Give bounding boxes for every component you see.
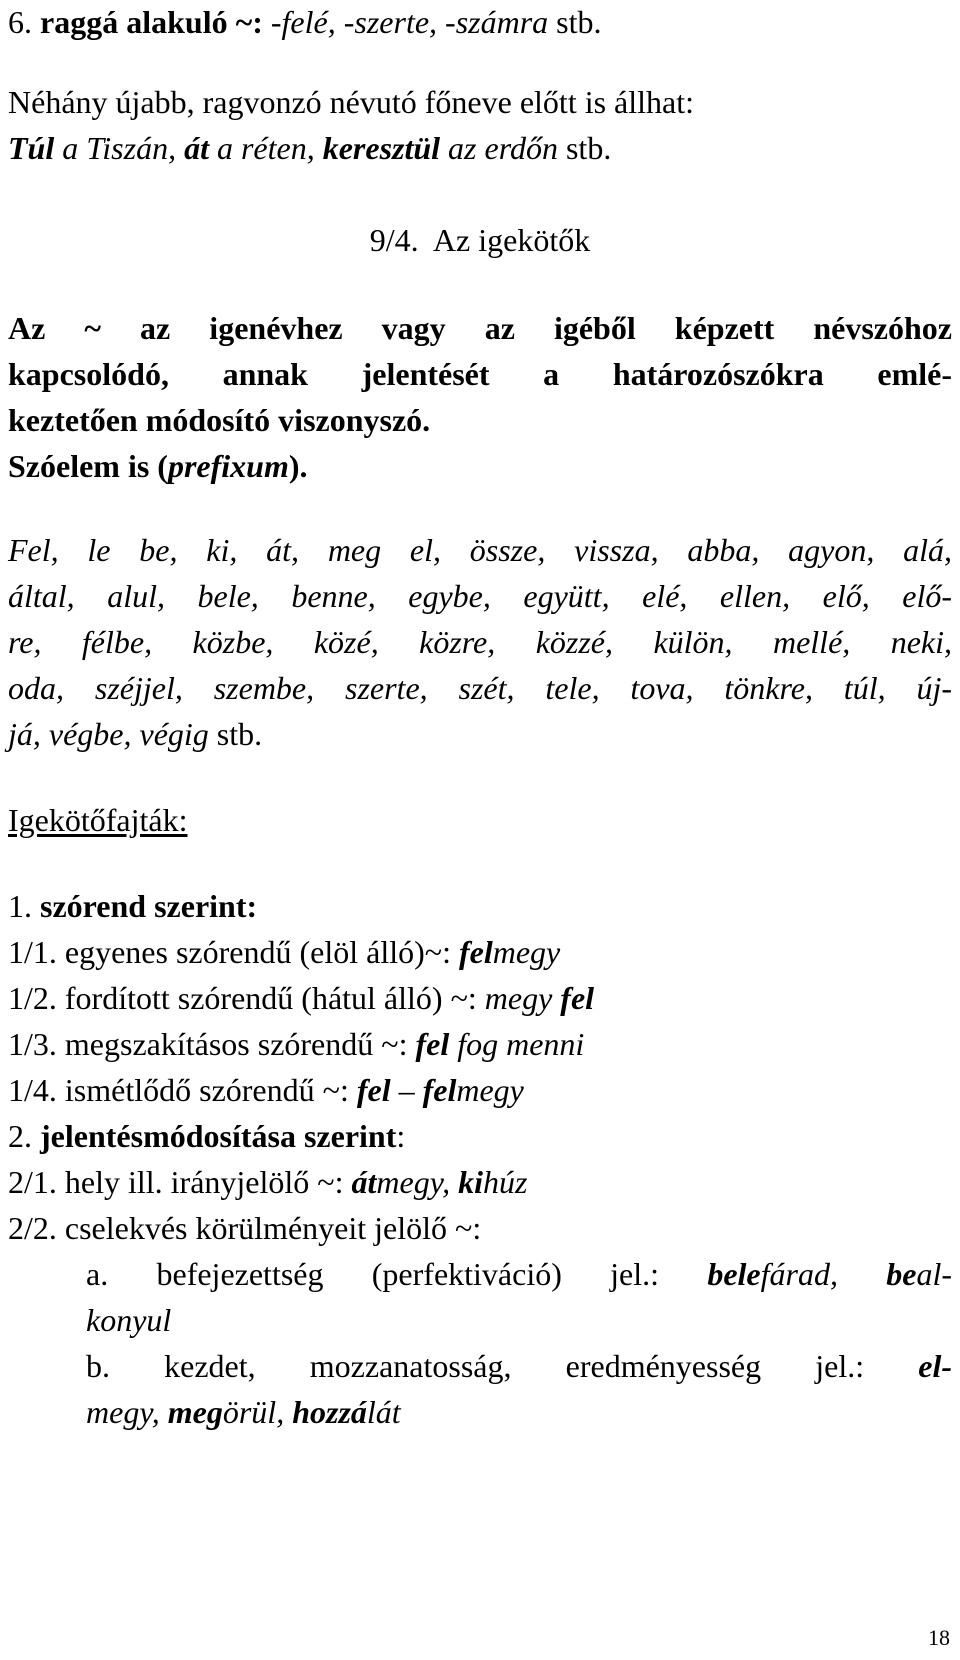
definition-line-4: Szóelem is (prefixum).: [8, 448, 308, 484]
type-1: 1. szórend szerint:: [8, 888, 258, 924]
page-number: 18: [928, 1625, 950, 1650]
type-2-2: 2/2. cselekvés körülményeit jelölő ~:: [8, 1210, 482, 1246]
item-title: raggá alakuló ~:: [40, 4, 271, 40]
definition-line-1: Az ~ az igenévhez vagy az igéből képzett névszóhoz: [8, 310, 952, 346]
type-1-4: 1/4. ismétlődő szórendű ~: fel – felmegy: [8, 1072, 524, 1108]
type-2-2-b: b. kezdet, mozzanatosság, eredményesség jel.: el-: [86, 1348, 952, 1384]
prefix-list-line-4: oda, széjjel, szembe, szerte, szét, tele, tova, tönkre, túl, új-: [8, 670, 952, 706]
types-title: Igekötőfajták:: [8, 802, 188, 838]
prefix-list-line-2: által, alul, bele, benne, egybe, együtt, elé, ellen, elő, elő-: [8, 578, 952, 614]
item-number: 6.: [8, 4, 40, 40]
type-2-2-a-cont: konyul: [86, 1302, 172, 1338]
type-2-2-a: a. befejezettség (perfektiváció) jel.: belefárad, beal-: [86, 1256, 953, 1292]
section-heading: 9/4. Az igekötők: [369, 222, 591, 258]
definition-line-2: kapcsolódó, annak jelentését a határozószókra emlé-: [8, 356, 952, 392]
definition-line-3: keztetően módosító viszonyszó.: [8, 402, 431, 438]
suffix-examples: -felé, -szerte, -számra: [270, 4, 549, 40]
type-1-1: 1/1. egyenes szórendű (elöl álló)~: felmegy: [8, 934, 561, 970]
type-2: 2. jelentésmódosítása szerint:: [8, 1118, 406, 1154]
prefix-list-line-5: já, végbe, végig stb.: [8, 716, 263, 752]
type-2-1: 2/1. hely ill. irányjelölő ~: átmegy, kihúz: [8, 1164, 528, 1200]
type-1-2: 1/2. fordított szórendű (hátul álló) ~: megy fel: [8, 980, 595, 1016]
text-tail: stb.: [548, 4, 602, 40]
type-1-3: 1/3. megszakításos szórendű ~: fel fog menni: [8, 1026, 585, 1062]
example-line: Túl a Tiszán, át a réten, keresztül az erdőn stb.: [8, 130, 612, 166]
prefix-list-line-1: Fel, le be, ki, át, meg el, össze, vissza, abba, agyon, alá,: [8, 532, 952, 568]
item-6-line: [8, 2, 952, 42]
paragraph-line: Néhány újabb, ragvonzó névutó főneve előtt is állhat:: [8, 84, 695, 120]
prefix-list-line-3: re, félbe, közbe, közé, közre, közzé, külön, mellé, neki,: [8, 624, 952, 660]
type-2-2-b-cont: megy, megörül, hozzálát: [86, 1394, 401, 1430]
